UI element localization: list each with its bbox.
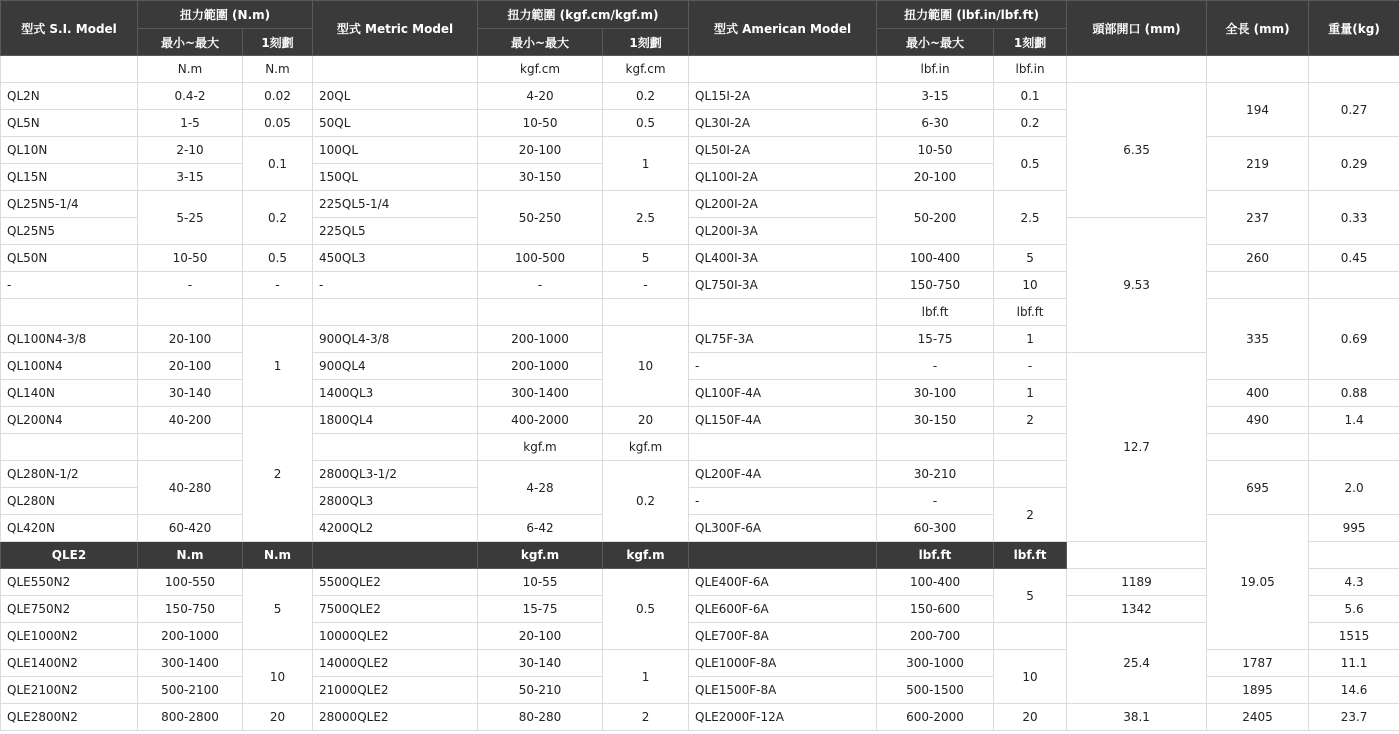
metric-range: 4-20 [478, 83, 603, 110]
american-model: QLE400F-6A [689, 569, 877, 596]
metric-range: 80-280 [478, 704, 603, 731]
american-range: 150-750 [877, 272, 994, 299]
metric-graduation: 0.2 [603, 83, 689, 110]
si-model: QL10N [1, 137, 138, 164]
american-graduation: - [994, 353, 1067, 380]
american-model: QLE1000F-8A [689, 650, 877, 677]
metric-range: 300-1400 [478, 380, 603, 407]
si-graduation: 10 [243, 650, 313, 704]
si-graduation: 2 [243, 407, 313, 542]
si-range: 2-10 [138, 137, 243, 164]
table-row [1, 596, 1399, 623]
american-model: QL100F-4A [689, 380, 877, 407]
si-range: 0.4-2 [138, 83, 243, 110]
american-range: 150-600 [877, 596, 994, 623]
header-si-graduation: 1刻劃 [243, 29, 313, 56]
metric-model: 225QL5-1/4 [313, 191, 478, 218]
metric-range: 6-42 [478, 515, 603, 542]
american-model: QL200F-4A [689, 461, 877, 488]
metric-graduation: 1 [603, 650, 689, 704]
si-range: 60-420 [138, 515, 243, 542]
metric-model: 1800QL4 [313, 407, 478, 434]
weight: 1.4 [1309, 407, 1399, 434]
american-model: QL200I-2A [689, 191, 877, 218]
metric-range: 15-75 [478, 596, 603, 623]
si-model: QL15N [1, 164, 138, 191]
metric-model: 20QL [313, 83, 478, 110]
american-range: - [877, 488, 994, 515]
si-model: QLE1400N2 [1, 650, 138, 677]
si-graduation: 0.2 [243, 191, 313, 245]
si-range: 100-550 [138, 569, 243, 596]
si-model: QLE2800N2 [1, 704, 138, 731]
american-range: 30-150 [877, 407, 994, 434]
table-cell [994, 434, 1067, 461]
unit-cell: kgf.m [478, 542, 603, 569]
american-range: 100-400 [877, 245, 994, 272]
weight: 0.29 [1309, 137, 1399, 191]
head-opening: 12.7 [1067, 353, 1207, 542]
american-graduation: 1 [994, 326, 1067, 353]
american-range: 3-15 [877, 83, 994, 110]
metric-model: 150QL [313, 164, 478, 191]
metric-model: 225QL5 [313, 218, 478, 245]
si-model: QL25N5-1/4 [1, 191, 138, 218]
american-model: - [689, 488, 877, 515]
header-metric-graduation: 1刻劃 [603, 29, 689, 56]
unit-cell: lbf.ft [994, 299, 1067, 326]
unit-cell: N.m [138, 542, 243, 569]
head-opening: 19.05 [1207, 515, 1309, 650]
weight: 5.6 [1309, 596, 1399, 623]
american-range: 50-200 [877, 191, 994, 245]
metric-range: 200-1000 [478, 353, 603, 380]
weight: 0.69 [1309, 299, 1399, 380]
metric-graduation: 5 [603, 245, 689, 272]
si-range: 20-100 [138, 353, 243, 380]
header-american-min-max: 最小~最大 [877, 29, 994, 56]
american-model: QL75F-3A [689, 326, 877, 353]
american-graduation: 2 [994, 407, 1067, 434]
length: 1515 [1309, 623, 1399, 650]
metric-range: 30-140 [478, 650, 603, 677]
si-range: 3-15 [138, 164, 243, 191]
american-range: 600-2000 [877, 704, 994, 731]
metric-model: 1400QL3 [313, 380, 478, 407]
table-cell [877, 434, 994, 461]
length: 219 [1207, 137, 1309, 191]
si-model: QL200N4 [1, 407, 138, 434]
length: 1342 [1067, 596, 1207, 623]
si-range: 5-25 [138, 191, 243, 245]
header-metric-range: 扭力範圍 (kgf.cm/kgf.m) [478, 1, 689, 29]
table-row [1, 83, 1399, 110]
american-model: QL50I-2A [689, 137, 877, 164]
american-model: QL30I-2A [689, 110, 877, 137]
si-model: QLE550N2 [1, 569, 138, 596]
table-cell [689, 56, 877, 83]
metric-model: 5500QLE2 [313, 569, 478, 596]
metric-model: 14000QLE2 [313, 650, 478, 677]
head-opening: 38.1 [1067, 704, 1207, 731]
si-graduation: - [243, 272, 313, 299]
metric-range: 50-210 [478, 677, 603, 704]
header-head-opening: 頭部開口 (mm) [1067, 1, 1207, 56]
weight: 11.1 [1309, 650, 1399, 677]
metric-range: 4-28 [478, 461, 603, 515]
length: 490 [1207, 407, 1309, 434]
si-range: 500-2100 [138, 677, 243, 704]
header-american-graduation: 1刻劃 [994, 29, 1067, 56]
table-row [1, 569, 1399, 596]
weight: 4.3 [1309, 569, 1399, 596]
american-graduation: 20 [994, 704, 1067, 731]
si-range: 800-2800 [138, 704, 243, 731]
table-cell [689, 542, 877, 569]
metric-model: 4200QL2 [313, 515, 478, 542]
american-range: 200-700 [877, 623, 994, 650]
metric-model: 28000QLE2 [313, 704, 478, 731]
header-length: 全長 (mm) [1207, 1, 1309, 56]
metric-model: 900QL4-3/8 [313, 326, 478, 353]
table-cell [243, 299, 313, 326]
si-range: 10-50 [138, 245, 243, 272]
metric-graduation: 2 [603, 704, 689, 731]
si-model: QL100N4 [1, 353, 138, 380]
si-model: QL25N5 [1, 218, 138, 245]
si-range: 20-100 [138, 326, 243, 353]
si-graduation: 5 [243, 569, 313, 650]
si-range: 300-1400 [138, 650, 243, 677]
metric-range: 10-55 [478, 569, 603, 596]
table-cell [478, 299, 603, 326]
length: 1787 [1207, 650, 1309, 677]
weight: 0.27 [1309, 83, 1399, 137]
american-model: QL15I-2A [689, 83, 877, 110]
si-range: 1-5 [138, 110, 243, 137]
american-range: 100-400 [877, 569, 994, 596]
metric-model: 7500QLE2 [313, 596, 478, 623]
si-model: QL50N [1, 245, 138, 272]
table-cell [1, 299, 138, 326]
table-cell [603, 299, 689, 326]
table-row [1, 623, 1399, 650]
table-cell [313, 299, 478, 326]
head-opening: 6.35 [1067, 83, 1207, 218]
header-si-min-max: 最小~最大 [138, 29, 243, 56]
si-model: QLE750N2 [1, 596, 138, 623]
si-model: QL100N4-3/8 [1, 326, 138, 353]
american-range: 30-210 [877, 461, 994, 488]
unit-cell: kgf.cm [478, 56, 603, 83]
si-graduation: 0.05 [243, 110, 313, 137]
unit-cell: kgf.m [603, 542, 689, 569]
length: 1895 [1207, 677, 1309, 704]
american-graduation: 10 [994, 650, 1067, 704]
header-american-model: 型式 American Model [689, 1, 877, 56]
metric-model: 10000QLE2 [313, 623, 478, 650]
american-graduation: 2 [994, 488, 1067, 542]
qle-section-header [1, 542, 1399, 569]
length: 260 [1207, 245, 1309, 272]
metric-range: 400-2000 [478, 407, 603, 434]
metric-range: 100-500 [478, 245, 603, 272]
american-graduation: 0.2 [994, 110, 1067, 137]
metric-graduation: 20 [603, 407, 689, 434]
si-model: QL420N [1, 515, 138, 542]
unit-cell: lbf.in [994, 56, 1067, 83]
weight: 0.45 [1309, 245, 1399, 272]
table-cell [994, 461, 1067, 488]
american-model: QLE600F-6A [689, 596, 877, 623]
metric-graduation: 2.5 [603, 191, 689, 245]
length: 400 [1207, 380, 1309, 407]
unit-cell: N.m [243, 56, 313, 83]
header-metric-model: 型式 Metric Model [313, 1, 478, 56]
length: 995 [1309, 515, 1399, 542]
metric-model: 21000QLE2 [313, 677, 478, 704]
weight: 0.33 [1309, 191, 1399, 245]
metric-range: 20-100 [478, 137, 603, 164]
table-row [1, 704, 1399, 731]
american-range: 6-30 [877, 110, 994, 137]
si-range: 40-280 [138, 461, 243, 515]
table-cell [138, 434, 243, 461]
table-cell [138, 299, 243, 326]
table-cell [313, 542, 478, 569]
american-model: QL100I-2A [689, 164, 877, 191]
american-graduation: 10 [994, 272, 1067, 299]
length: 2405 [1207, 704, 1309, 731]
unit-cell: lbf.ft [877, 542, 994, 569]
metric-graduation: 0.5 [603, 569, 689, 650]
american-graduation: 0.5 [994, 137, 1067, 191]
metric-range: 50-250 [478, 191, 603, 245]
unit-cell: N.m [243, 542, 313, 569]
table-cell [1207, 272, 1309, 299]
american-model: QLE2000F-12A [689, 704, 877, 731]
metric-graduation: - [603, 272, 689, 299]
metric-range: - [478, 272, 603, 299]
si-range: 40-200 [138, 407, 243, 434]
si-graduation: 20 [243, 704, 313, 731]
american-graduation: 0.1 [994, 83, 1067, 110]
si-model: QL5N [1, 110, 138, 137]
american-graduation: 5 [994, 245, 1067, 272]
metric-range: 30-150 [478, 164, 603, 191]
metric-model: - [313, 272, 478, 299]
head-opening: 25.4 [1067, 623, 1207, 704]
metric-range: 20-100 [478, 623, 603, 650]
metric-range: 10-50 [478, 110, 603, 137]
unit-cell: lbf.ft [877, 299, 994, 326]
metric-graduation: 0.2 [603, 461, 689, 542]
table-cell [313, 56, 478, 83]
table-cell [1207, 56, 1309, 83]
metric-model: 450QL3 [313, 245, 478, 272]
table-cell [1, 56, 138, 83]
table-cell [1067, 542, 1207, 569]
header-american-range: 扭力範圍 (lbf.in/lbf.ft) [877, 1, 1067, 29]
table-cell [313, 434, 478, 461]
unit-cell: kgf.cm [603, 56, 689, 83]
length: 237 [1207, 191, 1309, 245]
si-model: QL280N-1/2 [1, 461, 138, 488]
unit-cell: N.m [138, 56, 243, 83]
qle-series-label: QLE2 [1, 542, 138, 569]
unit-cell: lbf.ft [994, 542, 1067, 569]
si-range: 30-140 [138, 380, 243, 407]
header-si-model: 型式 S.I. Model [1, 1, 138, 56]
unit-cell: lbf.in [877, 56, 994, 83]
metric-model: 2800QL3 [313, 488, 478, 515]
table-cell [1309, 434, 1399, 461]
american-model: QL400I-3A [689, 245, 877, 272]
table-cell [689, 434, 877, 461]
american-model: QLE1500F-8A [689, 677, 877, 704]
american-model: QL300F-6A [689, 515, 877, 542]
units-row [1, 56, 1399, 83]
metric-graduation: 10 [603, 326, 689, 407]
american-range: 10-50 [877, 137, 994, 164]
american-model: QL750I-3A [689, 272, 877, 299]
metric-graduation: 0.5 [603, 110, 689, 137]
header-weight: 重量(kg) [1309, 1, 1399, 56]
table-cell [1207, 434, 1309, 461]
table-cell [1309, 272, 1399, 299]
american-range: 20-100 [877, 164, 994, 191]
american-range: 60-300 [877, 515, 994, 542]
american-model: QL200I-3A [689, 218, 877, 245]
si-model: QLE1000N2 [1, 623, 138, 650]
si-model: QL280N [1, 488, 138, 515]
length: 695 [1207, 461, 1309, 515]
si-graduation: 0.1 [243, 137, 313, 191]
si-graduation: 0.5 [243, 245, 313, 272]
unit-cell: kgf.m [603, 434, 689, 461]
table-cell [1309, 542, 1399, 569]
american-range: - [877, 353, 994, 380]
table-cell [1309, 56, 1399, 83]
table-cell [1067, 56, 1207, 83]
si-graduation: 0.02 [243, 83, 313, 110]
metric-model: 50QL [313, 110, 478, 137]
american-model: QL150F-4A [689, 407, 877, 434]
american-model: - [689, 353, 877, 380]
american-graduation: 2.5 [994, 191, 1067, 245]
weight: 14.6 [1309, 677, 1399, 704]
si-graduation: 1 [243, 326, 313, 407]
si-model: QLE2100N2 [1, 677, 138, 704]
metric-model: 100QL [313, 137, 478, 164]
length: 1189 [1067, 569, 1207, 596]
si-model: - [1, 272, 138, 299]
table-cell [994, 623, 1067, 650]
metric-model: 2800QL3-1/2 [313, 461, 478, 488]
american-range: 500-1500 [877, 677, 994, 704]
metric-range: 200-1000 [478, 326, 603, 353]
weight: 23.7 [1309, 704, 1399, 731]
header-metric-min-max: 最小~最大 [478, 29, 603, 56]
si-range: 200-1000 [138, 623, 243, 650]
american-range: 15-75 [877, 326, 994, 353]
american-model: QLE700F-8A [689, 623, 877, 650]
si-range: 150-750 [138, 596, 243, 623]
length: 194 [1207, 83, 1309, 137]
si-range: - [138, 272, 243, 299]
american-range: 30-100 [877, 380, 994, 407]
head-opening: 9.53 [1067, 218, 1207, 353]
si-model: QL2N [1, 83, 138, 110]
american-graduation: 5 [994, 569, 1067, 623]
unit-cell: kgf.m [478, 434, 603, 461]
length: 335 [1207, 299, 1309, 380]
si-model: QL140N [1, 380, 138, 407]
weight: 2.0 [1309, 461, 1399, 515]
american-graduation: 1 [994, 380, 1067, 407]
weight: 0.88 [1309, 380, 1399, 407]
header-si-range: 扭力範圍 (N.m) [138, 1, 313, 29]
metric-model: 900QL4 [313, 353, 478, 380]
table-row [1, 353, 1399, 380]
table-cell [689, 299, 877, 326]
american-range: 300-1000 [877, 650, 994, 677]
table-cell [1, 434, 138, 461]
metric-graduation: 1 [603, 137, 689, 191]
